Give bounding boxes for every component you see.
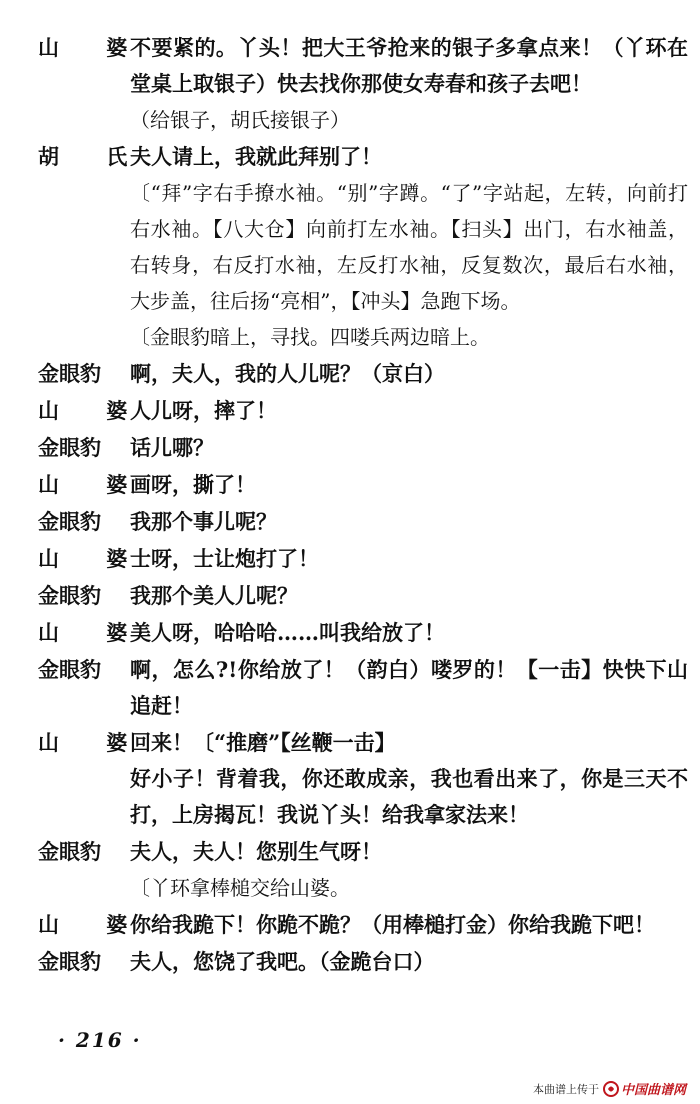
script-entry bbox=[38, 541, 688, 577]
script-entry bbox=[38, 356, 688, 392]
script-entry bbox=[38, 30, 688, 138]
speaker-name: 胡 氏 bbox=[38, 144, 148, 169]
speaker-name: 山 婆 bbox=[38, 546, 148, 571]
dialogue-line: 夫人请上，我就此拜别了！ bbox=[130, 144, 382, 169]
dialogue-line: 士呀，士让炮打了！ bbox=[130, 546, 319, 571]
speaker-name: 金眼豹 bbox=[38, 361, 101, 386]
speaker-name: 金眼豹 bbox=[38, 509, 101, 534]
entry-body bbox=[130, 725, 688, 833]
script-entry bbox=[38, 907, 688, 943]
dialogue-line: 话儿哪？ bbox=[130, 435, 214, 460]
dialogue-line: 好小子！背着我，你还敢成亲，我也看出来了，你是三天不打，上房揭瓦！我说丫头！给我拿家法来！ bbox=[130, 766, 688, 827]
speaker-name: 山 婆 bbox=[38, 620, 148, 645]
stage-direction: 〔丫环拿棒槌交给山婆。 bbox=[130, 876, 350, 900]
entry-body bbox=[130, 356, 688, 392]
dialogue-line: 夫人，夫人！您别生气呀！ bbox=[130, 839, 382, 864]
speaker-name: 山 婆 bbox=[38, 912, 148, 937]
entry-body bbox=[130, 615, 688, 651]
speaker-name: 金眼豹 bbox=[38, 657, 101, 682]
entry-body bbox=[130, 393, 688, 429]
entry-body bbox=[130, 907, 688, 943]
dialogue-line: 美人呀，哈哈哈……叫我给放了！ bbox=[130, 620, 445, 645]
script-entry bbox=[38, 652, 688, 724]
script-entry bbox=[38, 944, 688, 980]
stage-direction: 〔“拜”字右手撩水袖。“别”字蹲。“了”字站起，左转，向前打右水袖。【八大仓】向前打左水袖。【扫头】出门，右水袖盖，右转身，右反打水袖，左反打水袖，反复数次，最后右水袖，大步盖，往后扬“亮相”，【冲头】急跑下场。 bbox=[130, 181, 688, 313]
entry-body bbox=[130, 652, 688, 724]
speaker-name: 金眼豹 bbox=[38, 949, 101, 974]
script-entry bbox=[38, 615, 688, 651]
speaker-name: 山 婆 bbox=[38, 35, 148, 60]
site-logo[interactable] bbox=[603, 1079, 686, 1098]
script-entry bbox=[38, 578, 688, 614]
dialogue-line: 我那个事儿呢？ bbox=[130, 509, 277, 534]
speaker-name: 金眼豹 bbox=[38, 839, 101, 864]
script-entry bbox=[38, 430, 688, 466]
speaker-name: 金眼豹 bbox=[38, 583, 101, 608]
dialogue-line: 画呀，撕了！ bbox=[130, 472, 256, 497]
site-logo-icon bbox=[603, 1081, 619, 1097]
footer-upload-text: 本曲谱上传于 bbox=[532, 1082, 599, 1096]
speaker-name: 山 婆 bbox=[38, 730, 148, 755]
entry-body bbox=[130, 578, 688, 614]
footer-watermark bbox=[533, 1079, 686, 1098]
entry-body bbox=[130, 430, 688, 466]
dialogue-line: 啊，怎么?!你给放了！（韵白）喽罗的！【一击】快快下山追赶！ bbox=[130, 657, 688, 718]
entry-body bbox=[130, 467, 688, 503]
script-entry bbox=[38, 834, 688, 906]
site-name: 中国曲谱网 bbox=[620, 1083, 686, 1098]
dialogue-line: 人儿呀，摔了！ bbox=[130, 398, 277, 423]
page-number: · 216 · bbox=[58, 1028, 142, 1052]
entry-body bbox=[130, 504, 688, 540]
dialogue-line: 不要紧的。丫头！把大王爷抢来的银子多拿点来！（丫环在堂桌上取银子）快去找你那使女寿春和孩子去吧！ bbox=[130, 35, 688, 96]
entry-body bbox=[130, 944, 688, 980]
script-entry bbox=[38, 139, 688, 355]
stage-direction: 〔金眼豹暗上，寻找。四喽兵两边暗上。 bbox=[130, 325, 490, 349]
speaker-name: 山 婆 bbox=[38, 398, 148, 423]
speaker-name: 山 婆 bbox=[38, 472, 148, 497]
script-entry bbox=[38, 725, 688, 833]
script-entry bbox=[38, 467, 688, 503]
script-text bbox=[38, 30, 688, 980]
speaker-name: 金眼豹 bbox=[38, 435, 101, 460]
script-entry bbox=[38, 393, 688, 429]
entry-body bbox=[130, 834, 688, 906]
entry-body bbox=[130, 139, 688, 355]
dialogue-line: 我那个美人儿呢？ bbox=[130, 583, 298, 608]
script-entry bbox=[38, 504, 688, 540]
stage-direction: （给银子，胡氏接银子） bbox=[130, 108, 350, 132]
entry-body bbox=[130, 30, 688, 138]
dialogue-line: 回来！〔“推磨”【丝鞭一击】 bbox=[130, 730, 396, 755]
dialogue-line: 你给我跪下！你跪不跪？（用棒槌打金）你给我跪下吧！ bbox=[130, 912, 655, 937]
entry-body bbox=[130, 541, 688, 577]
dialogue-line: 啊，夫人，我的人儿呢？（京白） bbox=[130, 361, 445, 386]
dialogue-line: 夫人，您饶了我吧。（金跪台口） bbox=[130, 949, 435, 974]
